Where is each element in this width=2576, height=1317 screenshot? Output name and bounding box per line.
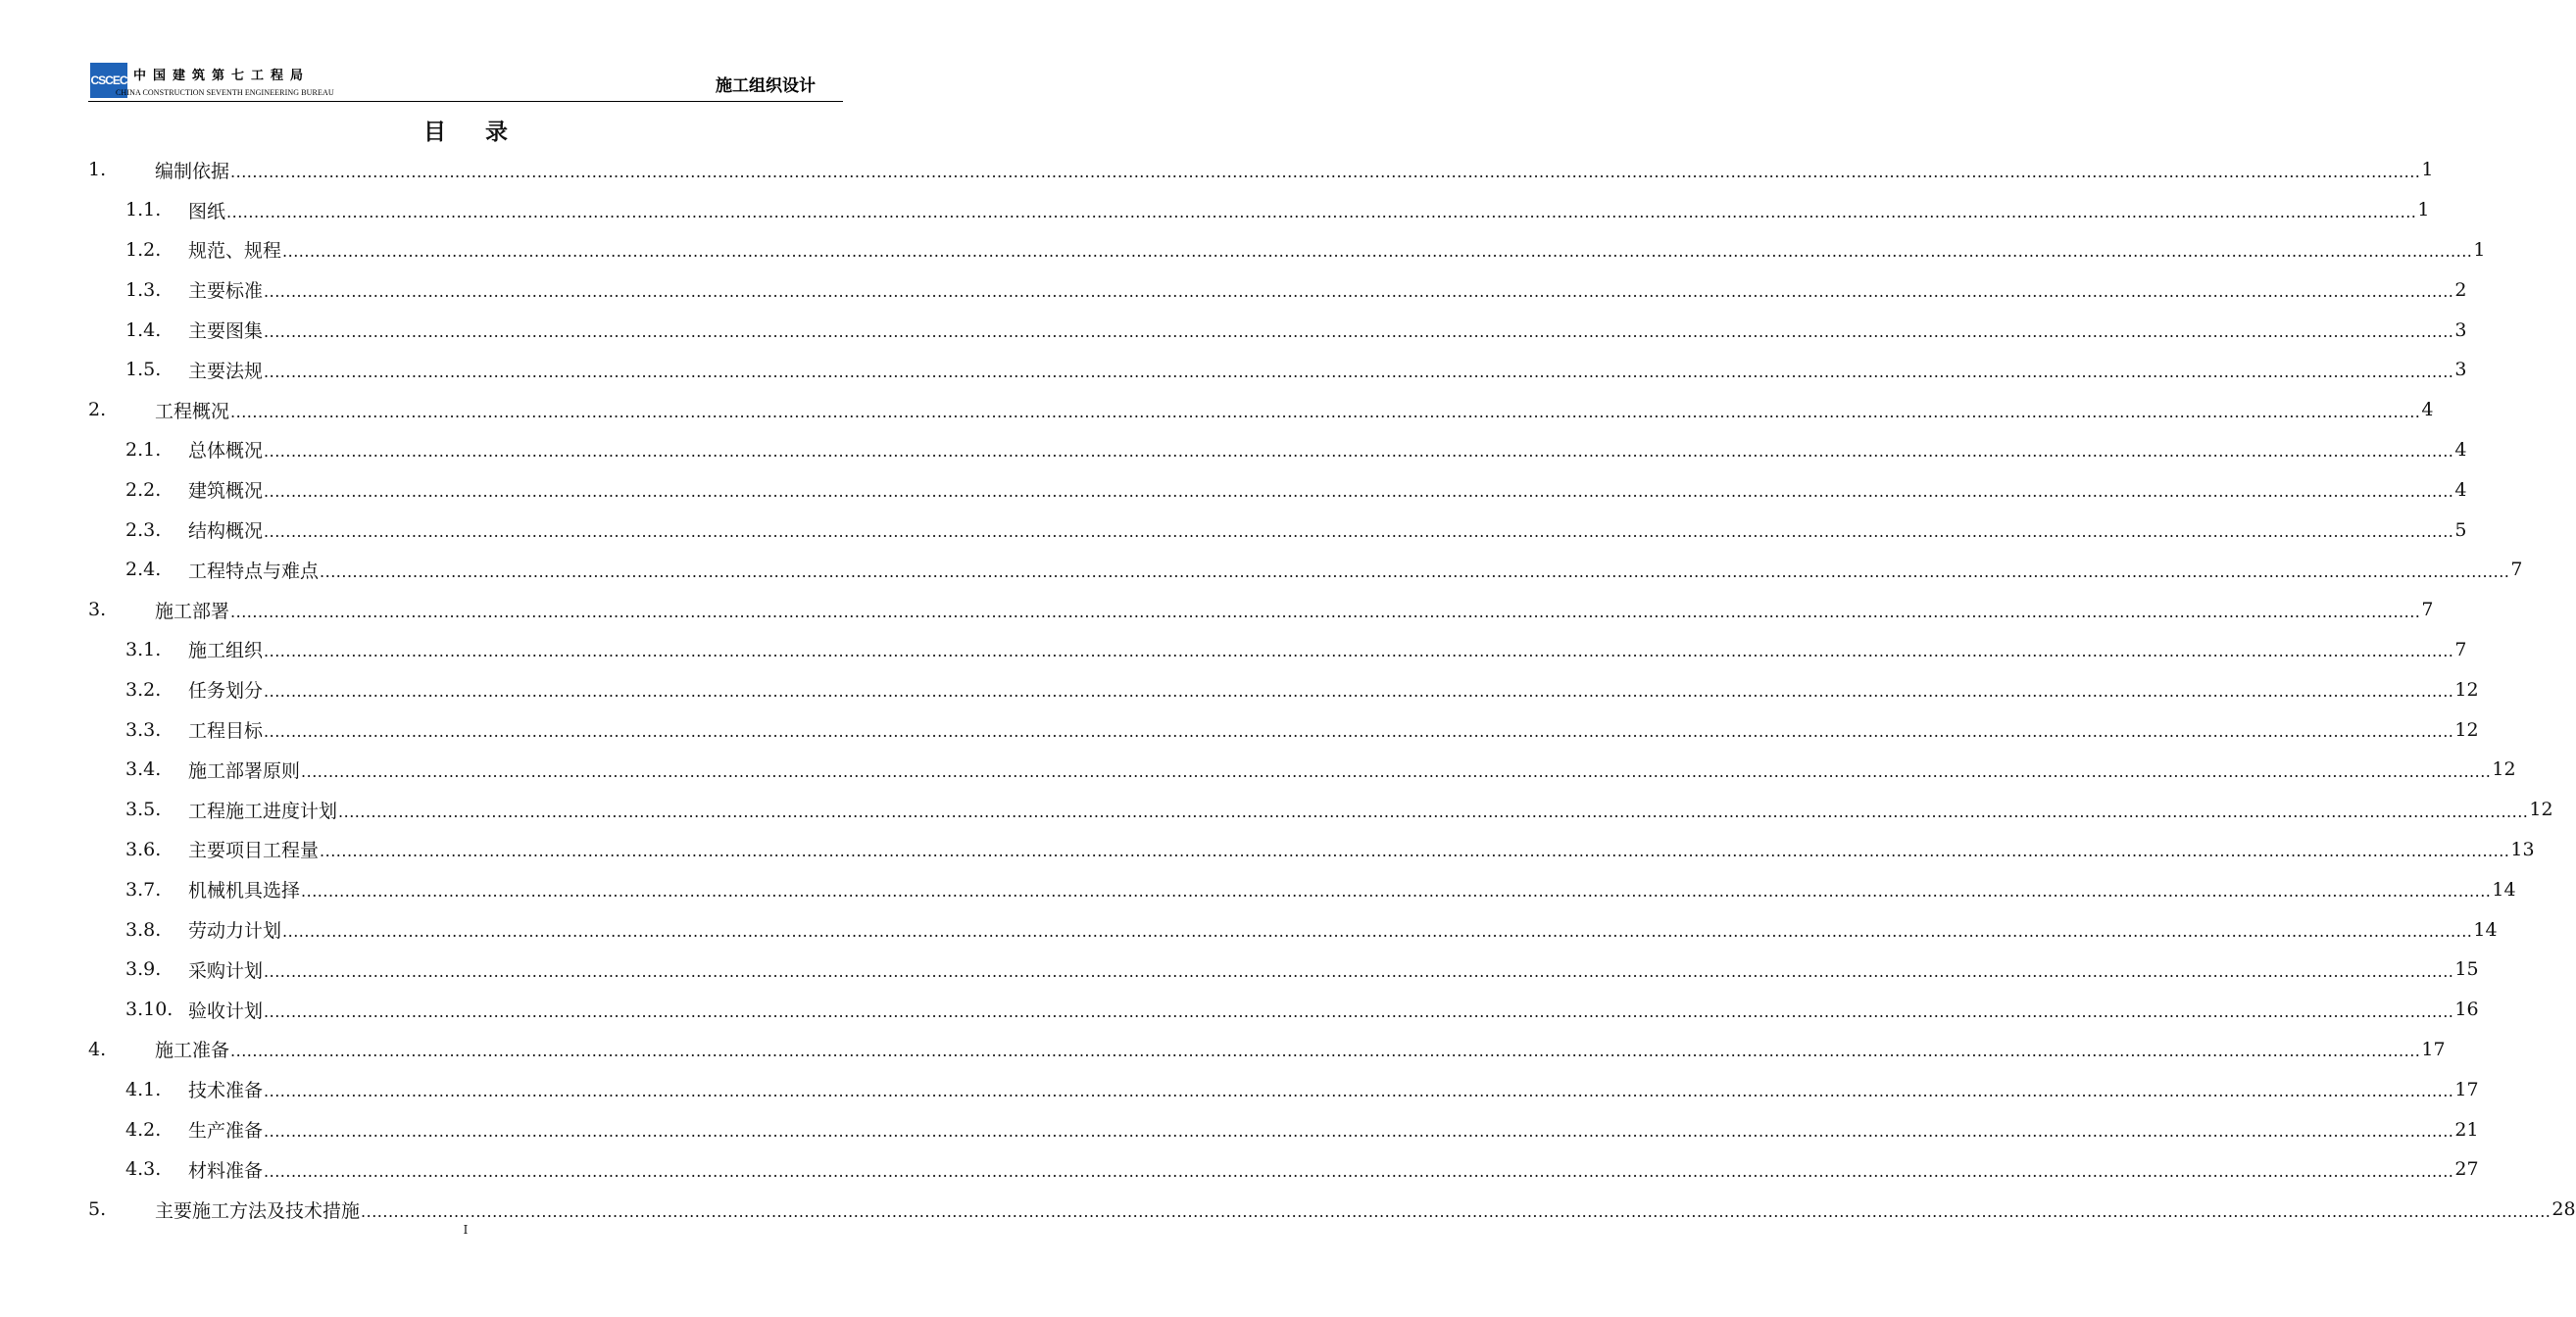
toc-entry-page: 5 bbox=[2454, 518, 2467, 541]
toc-entry-number: 1.1. bbox=[125, 199, 162, 221]
toc-entry-number: 5. bbox=[88, 1198, 107, 1221]
toc-entry-page: 28 bbox=[2551, 1198, 2576, 1221]
toc-entry-number: 3.7. bbox=[125, 878, 162, 901]
toc-dot-leader: ................................................................................................................................................................................................................................................................................................................................................................................................................ bbox=[301, 882, 2492, 902]
toc-entry-label: 主要法规 bbox=[188, 360, 264, 382]
toc-entry-number: 1.3. bbox=[125, 278, 162, 301]
page-number: I bbox=[463, 1223, 469, 1237]
toc-entry-page: 1 bbox=[2417, 199, 2430, 221]
toc-dot-leader: ................................................................................................................................................................................................................................................................................................................................................................................................................ bbox=[320, 561, 2510, 581]
toc-dot-leader: ................................................................................................................................................................................................................................................................................................................................................................................................................ bbox=[264, 322, 2454, 342]
toc-dot-leader: ................................................................................................................................................................................................................................................................................................................................................................................................................ bbox=[264, 282, 2454, 302]
toc-entry-number: 3. bbox=[88, 599, 107, 621]
toc-dot-leader: ................................................................................................................................................................................................................................................................................................................................................................................................................ bbox=[230, 402, 2421, 421]
toc-entry-number: 3.3. bbox=[125, 718, 162, 741]
toc-entry-page: 2 bbox=[2454, 278, 2467, 301]
page-header bbox=[88, 59, 843, 102]
toc-entry[interactable] bbox=[88, 990, 2479, 1030]
header-divider bbox=[88, 101, 843, 102]
toc-entry-page: 7 bbox=[2421, 599, 2434, 621]
toc-entry[interactable] bbox=[88, 310, 2467, 350]
toc-entry[interactable] bbox=[88, 950, 2479, 990]
toc-entry-page: 3 bbox=[2454, 318, 2467, 341]
toc-entry-page: 4 bbox=[2454, 438, 2467, 461]
toc-entry-label: 规范、规程 bbox=[188, 240, 282, 263]
toc-entry-label: 主要图集 bbox=[188, 320, 264, 343]
toc-entry-number: 2.3. bbox=[125, 518, 162, 541]
toc-entry[interactable] bbox=[88, 1030, 2446, 1070]
toc-entry-page: 27 bbox=[2454, 1158, 2479, 1181]
toc-dot-leader: ................................................................................................................................................................................................................................................................................................................................................................................................................ bbox=[282, 242, 2473, 262]
toc-entry-number: 3.6. bbox=[125, 838, 162, 860]
toc-entry-label: 施工组织 bbox=[188, 640, 264, 662]
toc-entry[interactable] bbox=[88, 669, 2479, 709]
toc-entry-number: 3.2. bbox=[125, 678, 162, 701]
toc-entry-page: 12 bbox=[2529, 799, 2553, 821]
toc-entry[interactable] bbox=[88, 350, 2467, 390]
document-title: 施工组织设计 bbox=[716, 76, 816, 96]
toc-entry-label: 主要项目工程量 bbox=[188, 840, 320, 862]
toc-entry-number: 1. bbox=[88, 159, 107, 181]
toc-entry-label: 技术准备 bbox=[188, 1080, 264, 1102]
toc-dot-leader: ................................................................................................................................................................................................................................................................................................................................................................................................................ bbox=[264, 362, 2454, 381]
toc-entry-label: 编制依据 bbox=[155, 160, 230, 182]
toc-dot-leader: ................................................................................................................................................................................................................................................................................................................................................................................................................ bbox=[264, 642, 2454, 661]
toc-entry[interactable] bbox=[88, 550, 2523, 590]
toc-entry-number: 1.5. bbox=[125, 359, 162, 381]
toc-entry[interactable] bbox=[88, 709, 2479, 750]
toc-entry-page: 15 bbox=[2454, 958, 2479, 981]
toc-entry-page: 16 bbox=[2454, 999, 2479, 1021]
toc-entry[interactable] bbox=[88, 1149, 2479, 1190]
toc-dot-leader: ................................................................................................................................................................................................................................................................................................................................................................................................................ bbox=[230, 1042, 2421, 1061]
toc-dot-leader: ................................................................................................................................................................................................................................................................................................................................................................................................................ bbox=[338, 802, 2529, 821]
toc-entry-number: 2.4. bbox=[125, 559, 162, 581]
toc-entry-page: 4 bbox=[2454, 478, 2467, 501]
toc-entry[interactable] bbox=[88, 230, 2486, 270]
toc-dot-leader: ................................................................................................................................................................................................................................................................................................................................................................................................................ bbox=[264, 522, 2454, 542]
toc-dot-leader: ................................................................................................................................................................................................................................................................................................................................................................................................................ bbox=[282, 922, 2473, 942]
toc-entry[interactable] bbox=[88, 630, 2467, 670]
toc-entry-number: 4.3. bbox=[125, 1158, 162, 1181]
toc-entry-number: 4.1. bbox=[125, 1078, 162, 1100]
toc-dot-leader: ................................................................................................................................................................................................................................................................................................................................................................................................................ bbox=[264, 482, 2454, 502]
toc-entry-page: 7 bbox=[2454, 638, 2467, 660]
toc-entry-page: 12 bbox=[2454, 718, 2479, 741]
toc-entry-page: 17 bbox=[2454, 1078, 2479, 1100]
toc-dot-leader: ................................................................................................................................................................................................................................................................................................................................................................................................................ bbox=[264, 1161, 2454, 1181]
toc-entry-page: 14 bbox=[2492, 878, 2516, 901]
toc-entry[interactable] bbox=[88, 790, 2553, 830]
toc-entry-number: 1.4. bbox=[125, 318, 162, 341]
toc-entry-number: 4.2. bbox=[125, 1118, 162, 1141]
toc-entry-page: 17 bbox=[2421, 1038, 2446, 1060]
toc-entry[interactable] bbox=[88, 390, 2434, 430]
toc-dot-leader: ................................................................................................................................................................................................................................................................................................................................................................................................................ bbox=[320, 842, 2510, 861]
toc-entry-page: 13 bbox=[2510, 838, 2535, 860]
toc-entry-page: 21 bbox=[2454, 1118, 2479, 1141]
toc-entry-page: 12 bbox=[2492, 758, 2516, 781]
toc-entry-number: 2. bbox=[88, 399, 107, 421]
toc-dot-leader: ................................................................................................................................................................................................................................................................................................................................................................................................................ bbox=[264, 682, 2454, 702]
toc-entry[interactable] bbox=[88, 1109, 2479, 1149]
toc-entry-label: 机械机具选择 bbox=[188, 880, 301, 902]
toc-entry[interactable] bbox=[88, 750, 2516, 790]
toc-dot-leader: ................................................................................................................................................................................................................................................................................................................................................................................................................ bbox=[230, 602, 2421, 621]
toc-entry-label: 采购计划 bbox=[188, 959, 264, 982]
toc-entry-label: 图纸 bbox=[188, 200, 226, 222]
toc-dot-leader: ................................................................................................................................................................................................................................................................................................................................................................................................................ bbox=[264, 442, 2454, 462]
toc-dot-leader: ................................................................................................................................................................................................................................................................................................................................................................................................................ bbox=[301, 761, 2492, 781]
toc-entry-page: 7 bbox=[2510, 559, 2523, 581]
toc-entry-label: 工程概况 bbox=[155, 400, 230, 422]
toc-entry-label: 主要施工方法及技术措施 bbox=[155, 1199, 361, 1222]
toc-entry-number: 2.1. bbox=[125, 438, 162, 461]
toc-entry-label: 工程目标 bbox=[188, 720, 264, 743]
toc-entry-number: 3.10. bbox=[125, 999, 173, 1021]
toc-entry[interactable] bbox=[88, 1069, 2479, 1109]
toc-entry-page: 14 bbox=[2473, 918, 2498, 941]
toc-entry-label: 工程特点与难点 bbox=[188, 560, 320, 582]
toc-entry-page: 3 bbox=[2454, 359, 2467, 381]
toc-entry-label: 施工部署原则 bbox=[188, 759, 301, 782]
toc-entry-number: 4. bbox=[88, 1038, 107, 1060]
toc-entry[interactable] bbox=[88, 430, 2467, 470]
toc-entry-page: 4 bbox=[2421, 399, 2434, 421]
toc-entry[interactable] bbox=[88, 590, 2434, 630]
toc-entry[interactable] bbox=[88, 510, 2467, 550]
toc-entry-label: 生产准备 bbox=[188, 1120, 264, 1143]
toc-entry-number: 3.9. bbox=[125, 958, 162, 981]
company-name-cn: 中国建筑第七工程局 bbox=[133, 69, 311, 83]
toc-entry-label: 任务划分 bbox=[188, 680, 264, 703]
toc-entry-label: 施工部署 bbox=[155, 600, 230, 622]
toc-entry-label: 建筑概况 bbox=[188, 480, 264, 503]
toc-dot-leader: ................................................................................................................................................................................................................................................................................................................................................................................................................ bbox=[226, 202, 2417, 221]
toc-entry-label: 验收计划 bbox=[188, 1000, 264, 1022]
toc-entry-page: 12 bbox=[2454, 678, 2479, 701]
toc-entry-label: 劳动力计划 bbox=[188, 920, 282, 943]
toc-entry[interactable] bbox=[88, 869, 2516, 909]
company-name-en: CHINA CONSTRUCTION SEVENTH ENGINEERING BUREAU bbox=[116, 88, 334, 97]
toc-entry[interactable] bbox=[88, 469, 2467, 510]
toc-dot-leader: ................................................................................................................................................................................................................................................................................................................................................................................................................ bbox=[264, 1082, 2454, 1101]
toc-entry-label: 材料准备 bbox=[188, 1159, 264, 1182]
toc-entry-label: 总体概况 bbox=[188, 440, 264, 463]
toc-entry[interactable] bbox=[88, 830, 2535, 870]
toc-entry[interactable] bbox=[88, 909, 2498, 950]
toc-entry-page: 1 bbox=[2421, 159, 2434, 181]
toc-entry-number: 3.8. bbox=[125, 918, 162, 941]
toc-entry[interactable] bbox=[88, 150, 2434, 190]
toc-entry-label: 施工准备 bbox=[155, 1040, 230, 1062]
toc-entry-label: 结构概况 bbox=[188, 520, 264, 543]
toc-entry-label: 主要标准 bbox=[188, 280, 264, 303]
toc-dot-leader: ................................................................................................................................................................................................................................................................................................................................................................................................................ bbox=[230, 162, 2421, 181]
toc-entry[interactable] bbox=[88, 190, 2430, 230]
toc-entry-number: 3.4. bbox=[125, 758, 162, 781]
toc-dot-leader: ................................................................................................................................................................................................................................................................................................................................................................................................................ bbox=[264, 961, 2454, 981]
toc-dot-leader: ................................................................................................................................................................................................................................................................................................................................................................................................................ bbox=[264, 1001, 2454, 1021]
toc-dot-leader: ................................................................................................................................................................................................................................................................................................................................................................................................................ bbox=[264, 1122, 2454, 1142]
table-of-contents bbox=[88, 150, 2576, 1230]
toc-dot-leader: ................................................................................................................................................................................................................................................................................................................................................................................................................ bbox=[264, 722, 2454, 742]
toc-entry-page: 1 bbox=[2473, 238, 2486, 261]
toc-dot-leader: ................................................................................................................................................................................................................................................................................................................................................................................................................ bbox=[361, 1201, 2551, 1221]
toc-entry-label: 工程施工进度计划 bbox=[188, 800, 338, 822]
toc-title: 目录 bbox=[423, 120, 547, 145]
toc-entry[interactable] bbox=[88, 269, 2467, 310]
toc-entry-number: 2.2. bbox=[125, 478, 162, 501]
company-logo: CSCEC bbox=[90, 63, 127, 98]
toc-entry-number: 1.2. bbox=[125, 238, 162, 261]
toc-entry-number: 3.5. bbox=[125, 799, 162, 821]
toc-entry-number: 3.1. bbox=[125, 638, 162, 660]
